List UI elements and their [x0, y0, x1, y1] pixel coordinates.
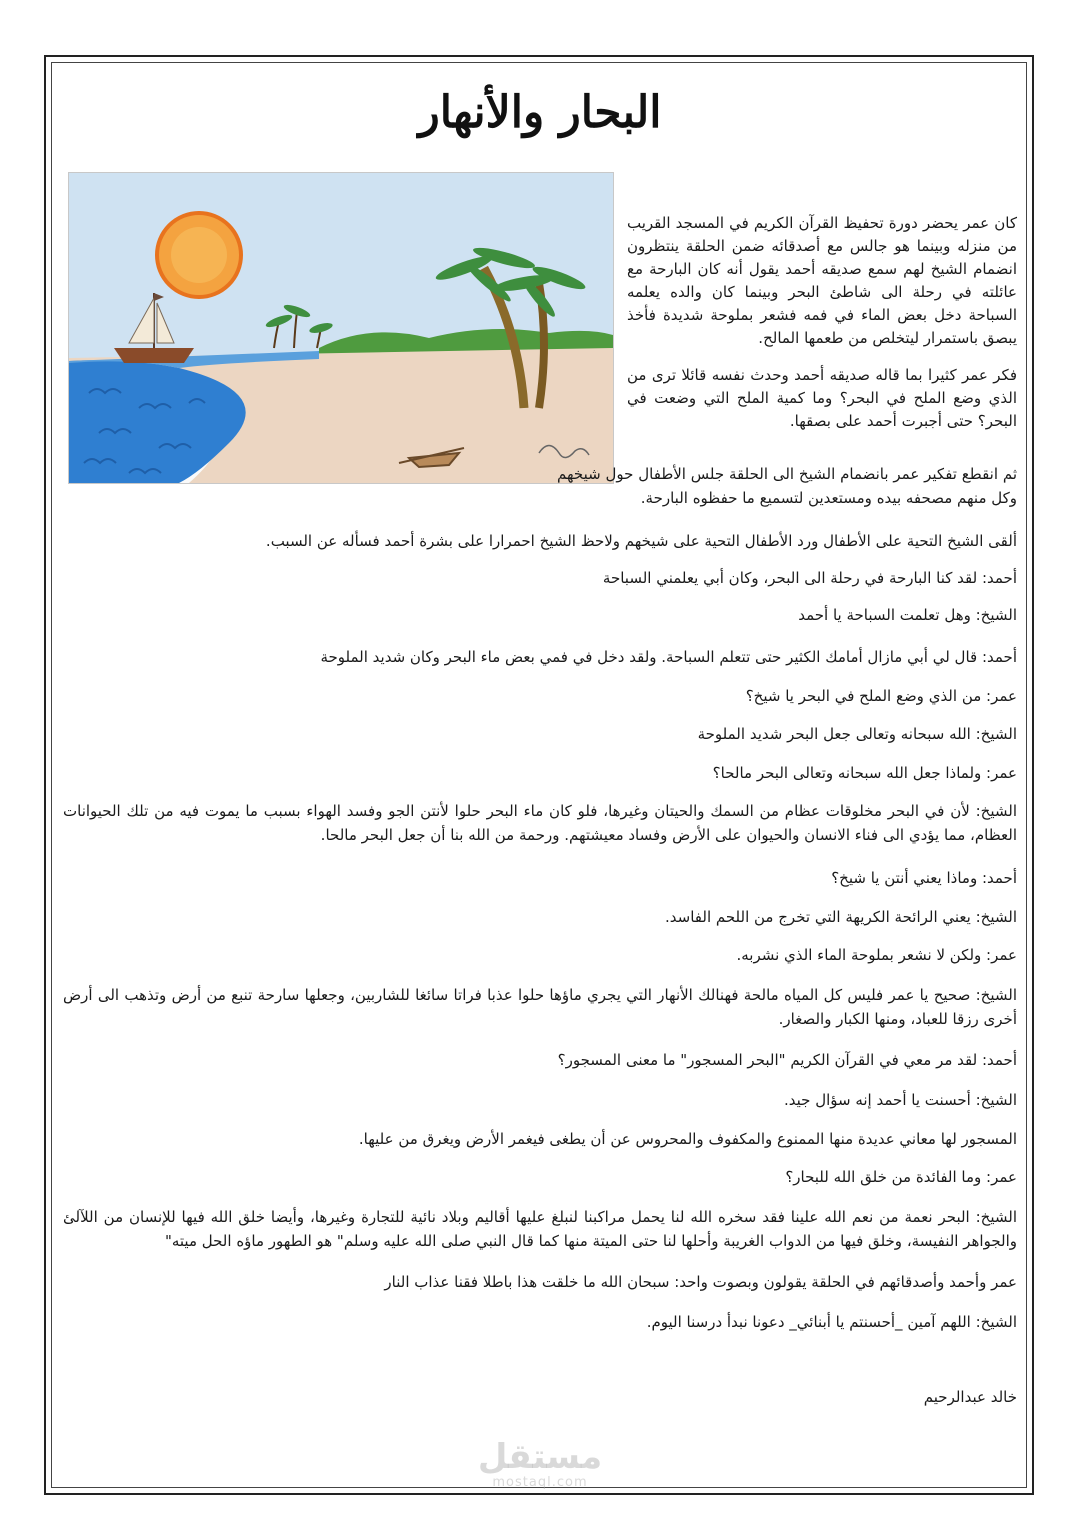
story-paragraph: الشيخ: الله سبحانه وتعالى جعل البحر شديد الملوحة [697, 725, 1017, 743]
story-paragraph: أحمد: وماذا يعني أنتن يا شيخ؟ [831, 869, 1017, 887]
story-paragraph: أحمد: لقد مر معي في القرآن الكريم "البحر المسجور" ما معنى المسجور؟ [557, 1051, 1017, 1069]
story-paragraph: أحمد: لقد كنا البارحة في رحلة الى البحر، وكان أبي يعلمني السباحة [602, 569, 1017, 587]
story-paragraph: ثم انقطع تفكير عمر بانضمام الشيخ الى الحلقة جلس الأطفال حول شيخهم وكل منهم مصحفه بيده ومستعدين لتسميع ما حفظوه البارحة. [557, 465, 1017, 507]
intro-paragraph: فكر عمر كثيرا بما قاله صديقه أحمد وحدث نفسه قائلا ترى من الذي وضع الملح في البحر؟ وما كمية الملح التي وضعت في البحر؟ حتى أجبرت أحمد على بصقها. [627, 366, 1017, 430]
watermark-arabic: مستقل [477, 1437, 603, 1477]
beach-illustration [68, 172, 614, 484]
story-paragraph: الشيخ: لأن في البحر مخلوقات عظام من السمك والحيتان وغيرها، فلو كان ماء البحر حلوا لأنتن الجو وفسد الهواء بسبب ما يموت فيه من تلك الحيوانات العظام، مما يؤدي الى فناء الانسان والحيوان على الأرض وفساد معيشتهم. ورحمة من الله بنا أن جعل البحر مالحا. [63, 802, 1017, 844]
story-paragraph: عمر: ولماذا جعل الله سبحانه وتعالى البحر مالحا؟ [712, 764, 1017, 782]
story-paragraph: الشيخ: وهل تعلمت السباحة يا أحمد [798, 606, 1017, 624]
sun-core [171, 227, 227, 283]
story-paragraph: عمر: من الذي وضع الملح في البحر يا شيخ؟ [745, 687, 1017, 705]
story-paragraph: الشيخ: البحر نعمة من نعم الله علينا فقد سخره الله لنا يحمل مراكبنا لنبلغ عليها أقاليم وبلاد نائية للتجارة وغيرها، وأيضا خلق الله فيها للإنسان من اللآلئ والجواهر النفيسة، وخلق فيها من الدواب الغريبة وأحلها لنا حتى الميتة منها كما قال النبي صلى الله عليه وسلم" هو الطهور ماؤه الحل ميته" [63, 1208, 1017, 1250]
story-paragraph: عمر وأحمد وأصدقائهم في الحلقة يقولون وبصوت واحد: سبحان الله ما خلقت هذا باطلا فقنا عذاب النار [384, 1273, 1017, 1291]
author-signature: خالد عبدالرحيم [923, 1388, 1017, 1406]
story-paragraph: أحمد: قال لي أبي مازال أمامك الكثير حتى تتعلم السباحة. ولقد دخل في فمي بعض ماء البحر وكان شديد الملوحة [320, 648, 1017, 666]
beach-drawing [69, 173, 613, 483]
story-paragraph: الشيخ: اللهم آمين _أحسنتم يا أبنائي_ دعونا نبدأ درسنا اليوم. [646, 1313, 1017, 1331]
story-paragraph: عمر: وما الفائدة من خلق الله للبحار؟ [785, 1168, 1017, 1186]
story-paragraph: عمر: ولكن لا نشعر بملوحة الماء الذي نشربه. [736, 946, 1017, 964]
story-paragraph: المسجور لها معاني عديدة منها الممنوع والمكفوف والمحروس عن أن يطغى فيغمر الأرض ويغرق من عليها. [358, 1130, 1017, 1148]
story-title: البحار والأنهار [418, 87, 662, 138]
story-paragraph: الشيخ: يعني الرائحة الكريهة التي تخرج من اللحم الفاسد. [665, 908, 1017, 926]
intro-paragraph: كان عمر يحضر دورة تحفيظ القرآن الكريم في المسجد القريب من منزله وبينما هو جالس مع أصدقائه ضمن الحلقة ينتظرون انضمام الشيخ لهم سمع صديقه أحمد يقول أنه كان البارحة مع عائلته في رحلة الى شاطئ البحر وبينما كان والده يعلمه السباحة دخل بعض الماء في فمه فشعر بملوحة شديدة فأخذ يبصق باستمرار ليتخلص من طعمها المالح. [627, 214, 1017, 347]
story-paragraph: الشيخ: صحيح يا عمر فليس كل المياه مالحة فهنالك الأنهار التي يجري ماؤها حلوا عذبا فراتا سائغا للشاربين، وجعلها سارحة تنبع من أرض وتذهب الى أرض أخرى رزقا للعباد، ومنها الكبار والصغار. [63, 986, 1017, 1028]
story-paragraph: ألقى الشيخ التحية على الأطفال ورد الأطفال التحية على شيخهم ولاحظ الشيخ احمرارا على بشرة أحمد فسأله عن السبب. [265, 532, 1017, 550]
intro-block [627, 212, 1017, 447]
watermark-latin: mostaql.com [492, 1475, 588, 1490]
story-paragraph: الشيخ: أحسنت يا أحمد إنه سؤال جيد. [783, 1091, 1017, 1109]
